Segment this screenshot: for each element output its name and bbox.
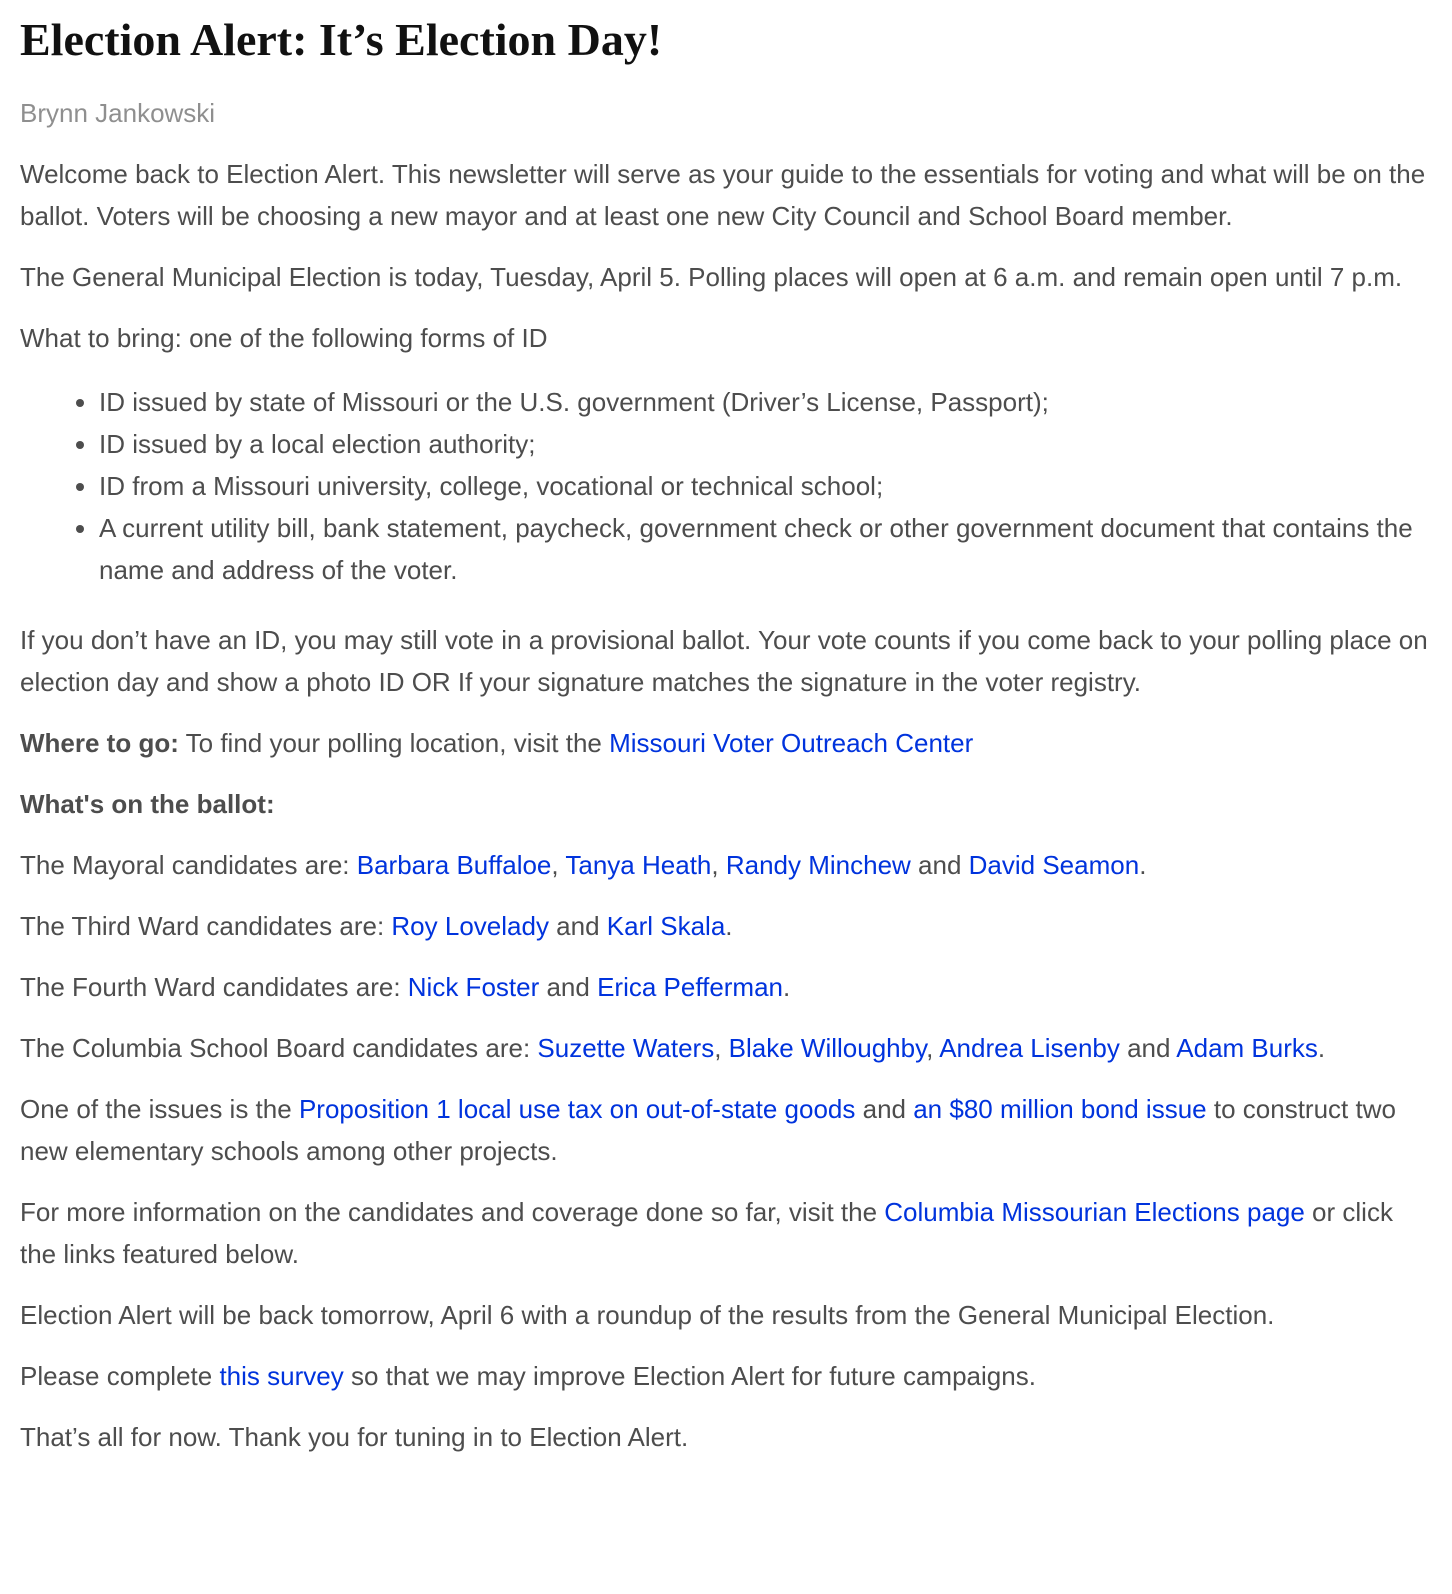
conjunction: and <box>910 850 969 880</box>
candidate-link-erica-pefferman[interactable]: Erica Pefferman <box>597 972 784 1002</box>
candidate-link-nick-foster[interactable]: Nick Foster <box>407 972 540 1002</box>
conjunction: and <box>548 911 607 941</box>
candidate-link-suzette-waters[interactable]: Suzette Waters <box>537 1033 715 1063</box>
candidate-link-randy-minchew[interactable]: Randy Minchew <box>725 850 911 880</box>
voter-outreach-link[interactable]: Missouri Voter Outreach Center <box>609 728 974 758</box>
school-board-prefix: The Columbia School Board candidates are: <box>20 1033 538 1063</box>
elections-page-link[interactable]: Columbia Missourian Elections page <box>884 1197 1305 1227</box>
list-item: • ID issued by a local election authority; <box>99 423 1432 465</box>
where-to-go-text: To find your polling location, visit the <box>178 728 610 758</box>
survey-prefix: Please complete <box>20 1361 220 1391</box>
candidate-link-karl-skala[interactable]: Karl Skala <box>606 911 726 941</box>
no-id-paragraph: If you don’t have an ID, you may still vote in a provisional ballot. Your vote counts if you come back to your polling place on election day and show a photo ID OR If your signature matches the signature in the voter registry. <box>20 625 1428 697</box>
period: . <box>1317 1033 1326 1063</box>
intro-paragraph: Welcome back to Election Alert. This newsletter will serve as your guide to the essentials for voting and what will be on the ballot. Voters will be choosing a new mayor and at least one new City Council and School Board member. <box>20 159 1426 231</box>
conjunction: and <box>1119 1033 1177 1063</box>
conjunction: and <box>539 972 598 1002</box>
back-tomorrow-paragraph: Election Alert will be back tomorrow, April 6 with a roundup of the results from the General Municipal Election. <box>20 1300 1275 1330</box>
newsletter-article <box>0 12 1452 1458</box>
issues-suffix: to construct two new elementary schools among other projects. <box>20 1094 1396 1166</box>
third-ward-prefix: The Third Ward candidates are: <box>20 911 392 941</box>
list-item: • ID from a Missouri university, college, vocational or technical school; <box>99 465 1432 507</box>
more-info-paragraph <box>20 1191 1432 1275</box>
separator: , <box>551 850 566 880</box>
fourth-ward-candidates-paragraph <box>20 966 1432 1008</box>
survey-link[interactable]: this survey <box>219 1361 344 1391</box>
candidate-link-barbara-buffaloe[interactable]: Barbara Buffaloe <box>356 850 552 880</box>
author-byline: Brynn Jankowski <box>20 98 216 128</box>
list-item: • A current utility bill, bank statement, paycheck, government check or other government document that contains the name and address of the voter. <box>99 507 1432 591</box>
candidate-link-adam-burks[interactable]: Adam Burks <box>1176 1033 1318 1063</box>
fourth-ward-prefix: The Fourth Ward candidates are: <box>20 972 408 1002</box>
candidate-link-blake-willoughby[interactable]: Blake Willoughby <box>728 1033 927 1063</box>
period: . <box>783 972 791 1002</box>
mayoral-candidates-paragraph <box>20 844 1432 886</box>
period: . <box>725 911 733 941</box>
closing-paragraph: That’s all for now. Thank you for tuning in to Election Alert. <box>20 1422 689 1452</box>
article-title: Election Alert: It’s Election Day! <box>20 14 663 65</box>
separator: , <box>714 1033 729 1063</box>
mayoral-prefix: The Mayoral candidates are: <box>20 850 357 880</box>
conjunction: and <box>855 1094 914 1124</box>
candidate-link-tanya-heath[interactable]: Tanya Heath <box>565 850 712 880</box>
id-list <box>20 381 1432 591</box>
candidate-link-david-seamon[interactable]: David Seamon <box>968 850 1140 880</box>
issues-paragraph <box>20 1088 1432 1172</box>
school-board-candidates-paragraph <box>20 1027 1432 1069</box>
more-info-prefix: For more information on the candidates and coverage done so far, visit the <box>20 1197 885 1227</box>
where-to-go-label: Where to go: <box>20 728 179 758</box>
separator: , <box>711 850 726 880</box>
separator: , <box>926 1033 940 1063</box>
list-item: • ID issued by state of Missouri or the U.S. government (Driver’s License, Passport); <box>99 381 1432 423</box>
where-to-go-paragraph <box>20 722 1432 764</box>
issues-prefix: One of the issues is the <box>20 1094 299 1124</box>
ballot-heading <box>20 783 1432 825</box>
election-info-paragraph: The General Municipal Election is today, Tuesday, April 5. Polling places will open at 6 a.m. and remain open until 7 p.m. <box>20 262 1403 292</box>
more-info-suffix: or click the links featured below. <box>20 1197 1393 1269</box>
survey-paragraph <box>20 1355 1432 1397</box>
what-to-bring-paragraph: What to bring: one of the following forms of ID <box>20 323 548 353</box>
survey-suffix: so that we may improve Election Alert for future campaigns. <box>343 1361 1036 1391</box>
third-ward-candidates-paragraph <box>20 905 1432 947</box>
candidate-link-roy-lovelady[interactable]: Roy Lovelady <box>391 911 549 941</box>
period: . <box>1139 850 1147 880</box>
ballot-heading-text: What's on the ballot: <box>20 789 275 819</box>
candidate-link-andrea-lisenby[interactable]: Andrea Lisenby <box>939 1033 1120 1063</box>
bond-issue-link[interactable]: an $80 million bond issue <box>913 1094 1207 1124</box>
proposition-1-link[interactable]: Proposition 1 local use tax on out-of-state goods <box>298 1094 856 1124</box>
